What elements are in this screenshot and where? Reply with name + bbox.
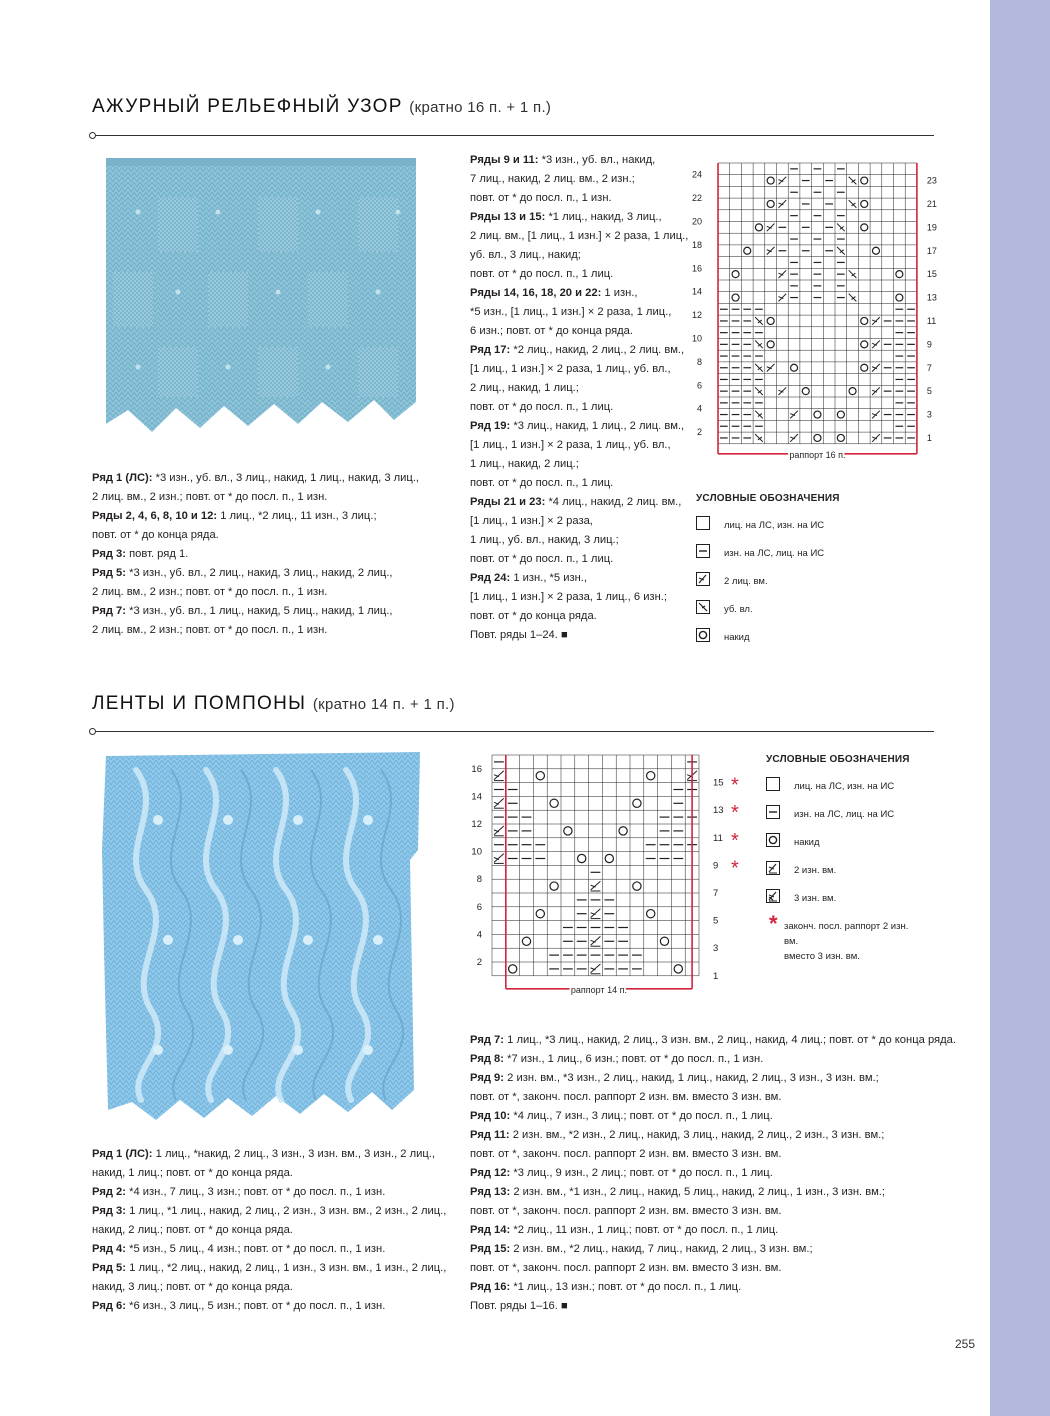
row-number: 21 xyxy=(926,198,937,209)
legend-p2tog: 2 изн. вм. xyxy=(766,861,910,889)
k2tog-icon xyxy=(696,572,710,586)
row-number: 22 xyxy=(691,193,702,204)
legend-k2tog: 2 лиц. вм. xyxy=(696,572,840,600)
row-number: 20 xyxy=(691,216,702,227)
row-number: 6 xyxy=(696,380,702,391)
asterisk-icon: * xyxy=(731,857,739,880)
yarn-over-icon xyxy=(696,628,710,642)
section1-mid-instructions: Ряды 9 и 11: *3 изн., уб. вл., накид, 7 лиц., накид, 2 лиц. вм., 2 изн.; повт. от * до посл. п., 1 изн. Ряды 13 и 15: *1 лиц., накид, 3 лиц., 2 лиц. вм., [1 лиц., 1 изн.] × 2 раза, 1 лиц., уб. вл., 3 лиц., накид; повт. от * до посл. п., 1 лиц. Ряды 14, 16, 18, 20 и 22: 1 изн., *5 изн., [1 лиц., 1 изн.] × 2 раза, 1 лиц., 6 изн.; повт. от * до конца ряда. Ряд 17: *2 лиц., накид, 2 лиц., 2 лиц. вм., [1 лиц., 1 изн.] × 2 раза, 1 лиц., уб. вл., 2 лиц., накид, 1 лиц.; повт. от * до посл. п., 1 лиц. Ряд 19: *3 лиц., накид, 1 лиц., 2 лиц. вм., [1 лиц., 1 изн.] × 2 раза, 1 лиц., уб. вл., 1 лиц., накид, 2 лиц.; повт. от * до посл. п., 1 лиц. Ряды 21 и 23: *4 лиц., накид, 2 лиц. вм., [1 лиц., 1 изн.] × 2 раза, 1 лиц., уб. вл., накид, 3 лиц.; повт. от * до посл. п., 1 лиц. Ряд 24: 1 изн., *5 изн., [1 лиц., 1 изн.] × 2 раза, 1 лиц., 6 изн.; повт. от * до конца ряда. Повт. ряды 1–24. ■ xyxy=(470,154,689,641)
section2-right-instructions: Ряд 7: 1 лиц., *3 лиц., накид, 2 лиц., 3 изн. вм., 2 лиц., накид, 4 лиц.; повт. от * до конца ряда. Ряд 8: *7 изн., 1 лиц., 6 изн.; повт. от * до посл. п., 1 изн. Ряд 9: 2 изн. вм., *3 изн., 2 лиц., накид, 1 лиц., накид, 2 лиц., 3 изн., 3 изн. вм.; повт. от *, законч. посл. раппорт 2 изн. вм. вместо 3 изн. вм. Ряд 10: *4 лиц., 7 изн., 3 лиц.; повт. от * до посл. п., 1 лиц. Ряд 11: 2 изн. вм., *2 изн., 2 лиц., накид, 3 лиц., накид, 2 лиц., 2 изн., 3 изн. вм.; повт. от *, законч. посл. раппорт 2 изн. вм. вместо 3 изн. вм. Ряд 12: *3 лиц., 9 изн., 2 лиц.; повт. от * до посл. п., 1 лиц. Ряд 13: 2 изн. вм., *1 изн., 2 лиц., накид, 5 лиц., накид, 2 лиц., 1 изн., 3 изн. вм.; повт. от *, законч. посл. раппорт 2 изн. вм. вместо 3 изн. вм. Ряд 14: *2 лиц., 11 изн., 1 лиц.; повт. от * до посл. п., 1 лиц. Ряд 15: 2 изн. вм., *2 лиц., накид, 7 лиц., накид, 2 лиц., 3 изн. вм.; повт. от *, законч. посл. раппорт 2 изн. вм. вместо 3 изн. вм. Ряд 16: *1 лиц., 13 изн.; повт. от * до посл. п., 1 лиц. Повт. ряды 1–16. ■ xyxy=(470,1034,956,1312)
row-number: 2 xyxy=(476,957,482,968)
row-number: 16 xyxy=(471,763,482,775)
row-number: 15 xyxy=(926,269,937,280)
row-number: 16 xyxy=(691,263,702,274)
p2tog-icon xyxy=(766,861,780,875)
p3tog-icon xyxy=(766,889,780,903)
row-number: 18 xyxy=(691,239,702,250)
row-number: 8 xyxy=(476,874,482,886)
row-number: 13 xyxy=(713,805,724,817)
repeat-label: раппорт 14 п. xyxy=(570,984,627,995)
row-number: 13 xyxy=(926,292,937,303)
legend-knit: лиц. на ЛС, изн. на ИС xyxy=(766,777,910,805)
row-number: 11 xyxy=(926,315,937,326)
ssk-icon xyxy=(696,600,710,614)
legend-yo: накид xyxy=(696,628,840,656)
rule-dot xyxy=(89,132,96,139)
purl-dash-icon xyxy=(696,544,710,558)
section2-legend: УСЛОВНЫЕ ОБОЗНАЧЕНИЯ лиц. на ЛС, изн. на ИС изн. на ЛС, лиц. на ИС накид 2 изн. вм. 3 изн. вм. * законч. посл. раппорт 2 изн. вм. вместо 3 изн. вм. xyxy=(766,754,910,962)
row-number: 17 xyxy=(926,245,937,256)
page-edge-tab xyxy=(990,0,1050,1416)
row-number: 5 xyxy=(926,386,932,397)
section1-left-instructions: Ряд 1 (ЛС): *3 изн., уб. вл., 3 лиц., накид, 1 лиц., накид, 3 лиц., 2 лиц. вм., 2 изн.; повт. от * до посл. п., 1 изн. Ряды 2, 4, 6, 8, 10 и 12: 1 лиц., *2 лиц., 11 изн., 3 лиц.; повт. от * до конца ряда. Ряд 3: повт. ряд 1. Ряд 5: *3 изн., уб. вл., 2 лиц., накид, 3 лиц., накид, 2 лиц., 2 лиц. вм., 2 изн.; повт. от * до посл. п., 1 изн. Ряд 7: *3 изн., уб. вл., 1 лиц., накид, 5 лиц., накид, 1 лиц., 2 лиц. вм., 2 изн.; повт. от * до посл. п., 1 изн. xyxy=(92,472,420,636)
asterisk-icon: * xyxy=(731,802,739,825)
knit-square-icon xyxy=(696,516,710,530)
row-number: 1 xyxy=(713,970,719,982)
section2-rule xyxy=(92,731,934,732)
repeat-label: раппорт 16 п. xyxy=(789,449,846,460)
row-number: 23 xyxy=(926,175,937,186)
row-number: 19 xyxy=(926,222,937,233)
purl-dash-icon xyxy=(766,805,780,819)
legend-p3tog: 3 изн. вм. xyxy=(766,889,910,917)
row-number: 3 xyxy=(926,409,932,420)
asterisk-icon: * xyxy=(769,911,778,936)
legend-purl: изн. на ЛС, лиц. на ИС xyxy=(766,805,910,833)
row-number: 4 xyxy=(476,929,482,941)
row-number: 15 xyxy=(713,777,724,789)
swatch-photo-lace xyxy=(98,152,422,452)
row-number: 3 xyxy=(713,943,719,955)
legend-yo: накид xyxy=(766,833,910,861)
row-number: 6 xyxy=(476,901,482,913)
chart-ribbons-pattern xyxy=(468,748,743,1000)
asterisk-icon: * xyxy=(731,829,739,852)
row-number: 9 xyxy=(713,860,719,872)
row-number: 24 xyxy=(691,169,702,180)
row-number: 7 xyxy=(713,888,719,899)
section2-left-instructions: Ряд 1 (ЛС): 1 лиц., *накид, 2 лиц., 3 изн., 3 изн. вм., 3 изн., 2 лиц., накид, 1 лиц.; повт. от * до конца ряда. Ряд 2: *4 изн., 7 лиц., 3 изн.; повт. от * до посл. п., 1 изн. Ряд 3: 1 лиц., *1 лиц., накид, 2 лиц., 2 изн., 3 изн. вм., 2 изн., 2 лиц., накид, 2 лиц.; повт. от * до конца ряда. Ряд 4: *5 изн., 5 лиц., 4 изн.; повт. от * до посл. п., 1 изн. Ряд 5: 1 лиц., *2 лиц., накид, 2 лиц., 1 изн., 3 изн. вм., 1 изн., 2 лиц., накид, 3 лиц.; повт. от * до конца ряда. Ряд 6: *6 изн., 3 лиц., 5 изн.; повт. от * до посл. п., 1 изн. xyxy=(92,1148,447,1312)
asterisk-icon: * xyxy=(731,774,739,797)
row-number: 11 xyxy=(713,832,723,844)
row-number: 12 xyxy=(691,310,702,321)
row-number: 7 xyxy=(926,362,932,373)
row-number: 14 xyxy=(691,286,702,297)
row-number: 4 xyxy=(696,403,702,414)
legend-knit: лиц. на ЛС, изн. на ИС xyxy=(696,516,840,544)
yarn-over-icon xyxy=(766,833,780,847)
chart-lace-pattern xyxy=(680,155,940,475)
page-number: 255 xyxy=(955,1337,976,1351)
swatch-photo-ribbons xyxy=(96,750,428,1130)
row-number: 2 xyxy=(696,427,702,438)
legend-ssk: уб. вл. xyxy=(696,600,840,628)
legend-purl: изн. на ЛС, лиц. на ИС xyxy=(696,544,840,572)
row-number: 12 xyxy=(471,819,482,830)
section1-rule xyxy=(92,135,934,136)
row-number: 10 xyxy=(471,846,482,858)
section1-title: АЖУРНЫЙ РЕЛЬЕФНЫЙ УЗОР (кратно 16 п. + 1 п.) xyxy=(92,96,552,117)
row-number: 5 xyxy=(713,915,719,927)
rule-dot xyxy=(89,728,96,735)
section1-legend: УСЛОВНЫЕ ОБОЗНАЧЕНИЯ лиц. на ЛС, изн. на ИС изн. на ЛС, лиц. на ИС 2 лиц. вм. уб. вл. накид xyxy=(696,493,840,656)
row-number: 1 xyxy=(926,432,932,443)
row-number: 9 xyxy=(926,339,932,350)
row-number: 10 xyxy=(691,333,702,344)
row-number: 8 xyxy=(696,356,702,367)
knit-square-icon xyxy=(766,777,780,791)
legend-asterisk-note: * законч. посл. раппорт 2 изн. вм. вместо 3 изн. вм. xyxy=(769,911,909,962)
row-number: 14 xyxy=(471,791,482,803)
section2-title: ЛЕНТЫ И ПОМПОНЫ (кратно 14 п. + 1 п.) xyxy=(92,693,455,714)
